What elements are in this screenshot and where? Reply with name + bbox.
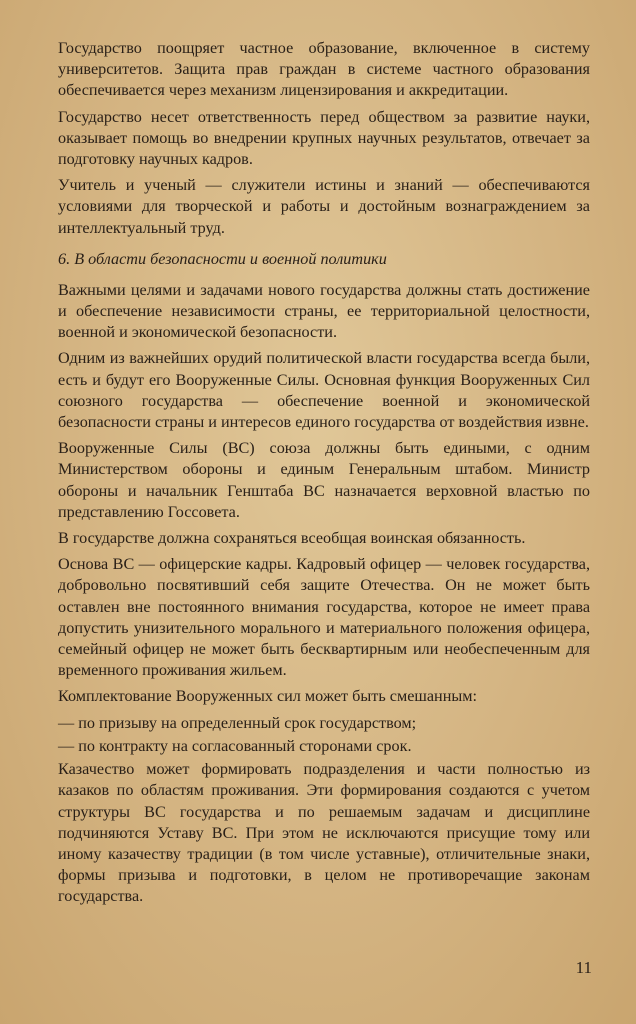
paragraph-goals: Важными целями и задачами нового государства должны стать достижение и обеспечение независимости страны, ее территориальной целостности, военной и экономической безопасности. [58, 280, 590, 342]
paragraph-armed-forces: Одним из важнейших орудий политической власти государства всегда были, есть и будут его Вооруженные Силы. Основная функция Вооруженных Сил союзного государства — обеспечение военной и экономической безопасности страны и интересов единого государства от воздействия извне. [58, 349, 590, 432]
paragraph-private-education: Государство поощряет частное образование, включенное в систему университетов. Защита прав граждан в системе частного образования обеспечивается через механизм лицензирования и аккредитации. [58, 39, 590, 100]
page-number: 11 [575, 958, 592, 977]
paragraph-officers: Основа ВС — офицерские кадры. Кадровый офицер — человек государства, добровольно посвятивший себя защите Отечества. Он не может быть оставлен вне постоянного внимания государства, которое не имеет права допустить унизительного морального и материального положения офицера, семейный офицер не может быть бесквартирным или необеспеченным для временного проживания жильем. [58, 555, 590, 680]
paragraph-science: Государство несет ответственность перед обществом за развитие науки, оказывает помощь во внедрении крупных научных результатов, отвечает за подготовку научных кадров. [58, 107, 590, 169]
list-item-contract: — по контракту на согласованный сторонами срок. [58, 736, 412, 755]
section-heading: 6. В области безопасности и военной политики [58, 249, 387, 268]
paragraph-conscription: В государстве должна сохраняться всеобщая воинская обязанность. [58, 529, 526, 548]
paragraph-teacher-scientist: Учитель и ученый — служители истины и знаний — обеспечиваются условиями для творческой и работы и достойным вознаграждением за интеллектуальный труд. [58, 176, 590, 237]
paragraph-recruitment: Комплектование Вооруженных сил может быть смешанным: [58, 687, 477, 706]
list-item-draft: — по призыву на определенный срок государством; [58, 713, 417, 732]
page-content [58, 38, 590, 913]
paragraph-cossacks: Казачество может формировать подразделения и части полностью из казаков по областям проживания. Эти формирования создаются с учетом структуры ВС государства и по решаемым задачам и дисциплине подчиняются Уставу ВС. При этом не исключаются присущие тому или иному казачеству традиции (в том числе уставные), отличительные знаки, формы призыва и подготовки, в целом не противоречащие законам государства. [58, 760, 590, 906]
paragraph-unified-forces: Вооруженные Силы (ВС) союза должны быть едиными, с одним Министерством обороны и единым Генеральным штабом. Министр обороны и начальник Генштаба ВС назначается верховной властью по представлению Госсовета. [58, 439, 590, 521]
